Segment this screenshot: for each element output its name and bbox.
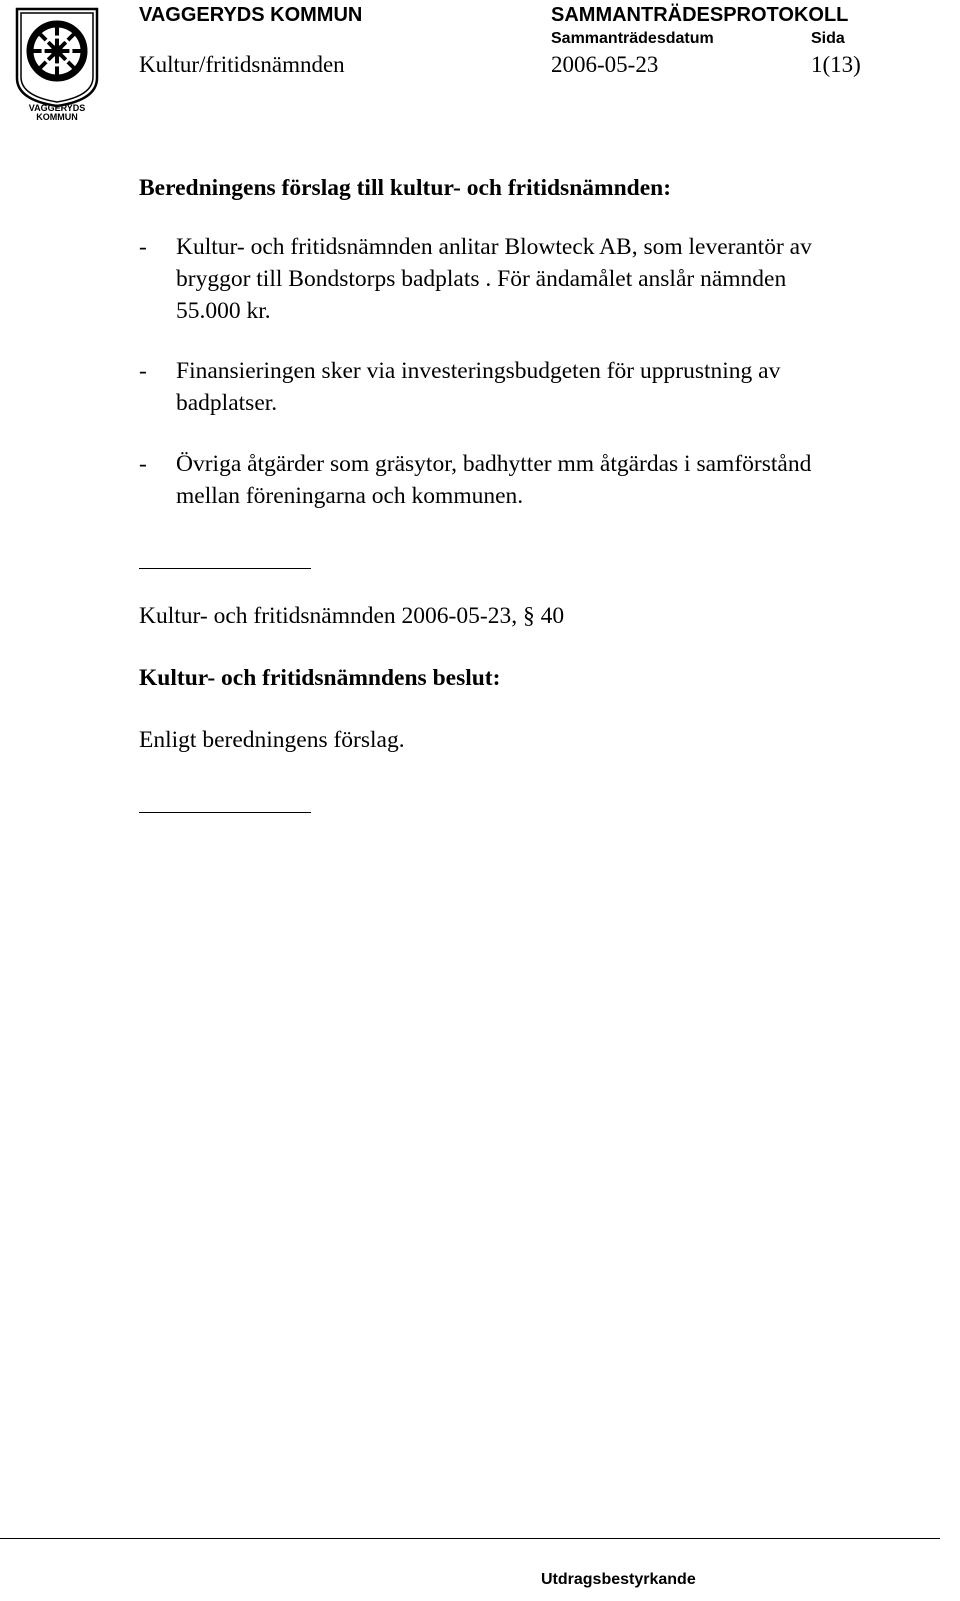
bullet-line: badplatser. <box>176 390 278 416</box>
bullet-dash: - <box>139 451 147 477</box>
bullet-item <box>176 355 916 419</box>
document-type: SAMMANTRÄDESPROTOKOLL <box>551 4 849 26</box>
bullet-item <box>176 448 916 512</box>
bullet-line: mellan föreningarna och kommunen. <box>176 483 524 509</box>
bullet-line: Kultur- och fritidsnämnden anlitar Blowteck AB, som leverantör av <box>176 234 812 260</box>
bullet-dash: - <box>139 358 147 384</box>
bullet-item <box>176 231 916 327</box>
bullet-line: Övriga åtgärder som gräsytor, badhytter mm åtgärdas i samförstånd <box>176 451 812 477</box>
footer-certification-label: Utdragsbestyrkande <box>541 1571 696 1588</box>
bullet-line: Finansieringen sker via investeringsbudgeten för upprustning av <box>176 358 781 384</box>
municipality-logo <box>14 6 100 122</box>
bullet-dash: - <box>139 234 147 260</box>
bullet-line: 55.000 kr. <box>176 298 271 324</box>
wheel-icon <box>30 24 84 78</box>
page-label: Sida <box>811 30 845 47</box>
decision-text: Enligt beredningens förslag. <box>139 727 405 753</box>
logo-text-line2: KOMMUN <box>36 112 78 122</box>
organization-name: VAGGERYDS KOMMUN <box>139 4 363 26</box>
logo-text-line1: VAGGERYDS <box>28 103 86 113</box>
section-divider <box>139 812 311 813</box>
meeting-date-label: Sammanträdesdatum <box>551 30 714 47</box>
page-number: 1(13) <box>811 52 861 77</box>
footer-divider <box>0 1538 940 1539</box>
bullet-line: bryggor till Bondstorps badplats . För ändamålet anslår nämnden <box>176 266 787 292</box>
minutes-reference: Kultur- och fritidsnämnden 2006-05-23, § 40 <box>139 603 565 629</box>
meeting-date: 2006-05-23 <box>551 52 659 77</box>
committee-name: Kultur/fritidsnämnden <box>139 52 345 77</box>
proposal-heading: Beredningens förslag till kultur- och fritidsnämnden: <box>139 175 672 201</box>
decision-heading: Kultur- och fritidsnämndens beslut: <box>139 665 501 691</box>
section-divider <box>139 568 311 569</box>
